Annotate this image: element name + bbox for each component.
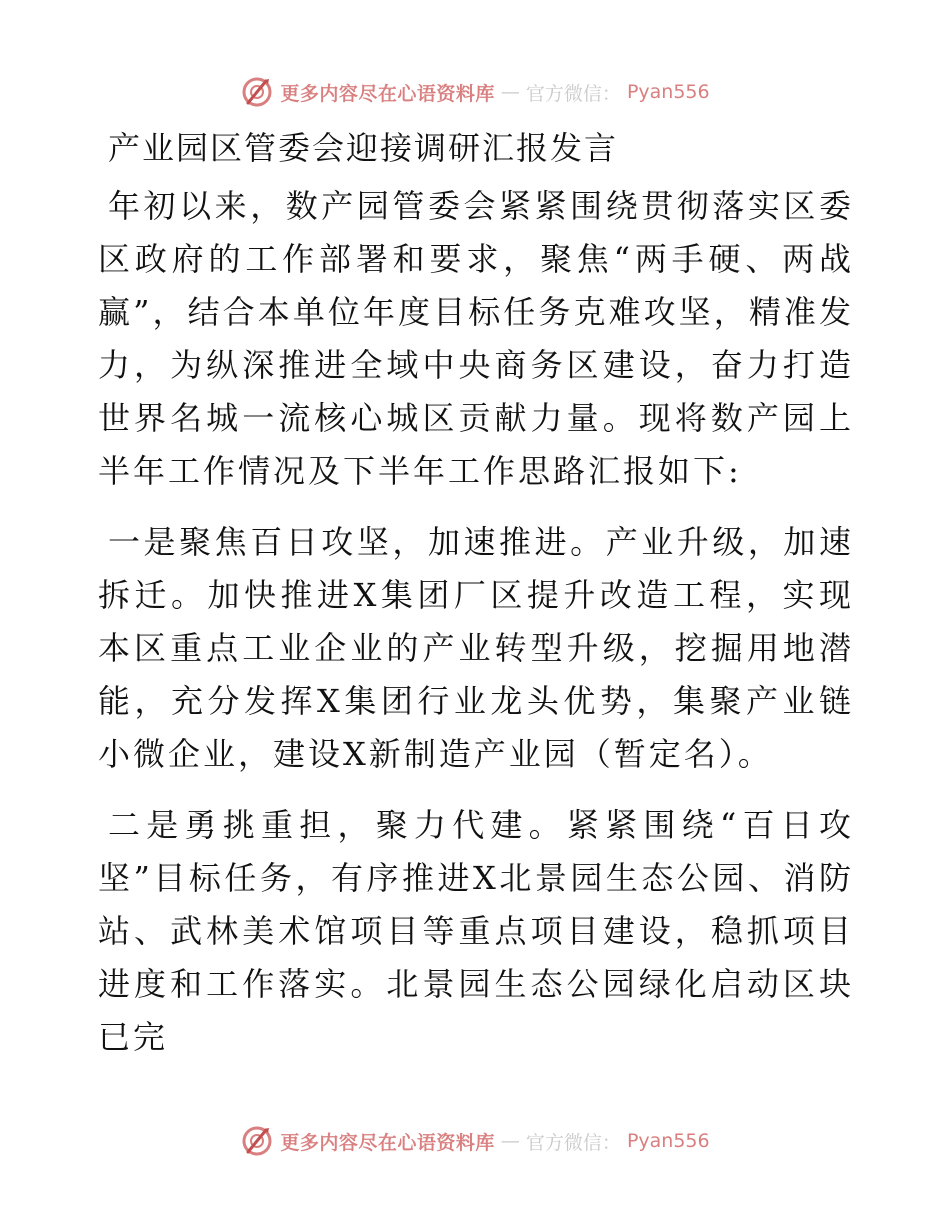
watermark-contact-value: Pyan556 [626, 81, 710, 103]
watermark-logo-icon [240, 75, 274, 109]
watermark-logo-icon [240, 1124, 274, 1158]
watermark-contact-label: 官方微信： [525, 1131, 621, 1154]
watermark-separator: — [500, 1130, 520, 1152]
document-body [98, 122, 854, 1082]
document-title: 产业园区管委会迎接调研汇报发言 [108, 129, 619, 167]
footer-watermark [0, 1121, 950, 1161]
watermark-text: 更多内容尽在心语资料库 [280, 82, 495, 105]
paragraph-intro: 年初以来，数产园管委会紧紧围绕贯彻落实区委区政府的工作部署和要求，聚焦“两手硬、两战赢”，结合本单位年度目标任务克难攻坚，精准发力，为纵深推进全域中央商务区建设，奋力打造世界名城一流核心城区贡献力量。现将数产园上半年工作情况及下半年工作思路汇报如下: [98, 187, 854, 490]
watermark-contact-value: Pyan556 [626, 1130, 710, 1152]
header-watermark [0, 72, 950, 112]
paragraph-point-one: 一是聚焦百日攻坚，加速推进。产业升级，加速拆迁。加快推进X集团厂区提升改造工程，实现本区重点工业企业的产业转型升级，挖掘用地潜能，充分发挥X集团行业龙头优势，集聚产业链小微企业，建设X新制造产业园（暂定名）。 [98, 523, 854, 773]
watermark-separator: — [500, 81, 520, 103]
paragraph-point-two: 二是勇挑重担，聚力代建。紧紧围绕“百日攻坚”目标任务，有序推进X北景园生态公园、消防站、武林美术馆项目等重点项目建设，稳抓项目进度和工作落实。北景园生态公园绿化启动区块已完 [98, 806, 854, 1056]
watermark-contact-label: 官方微信： [525, 82, 621, 105]
watermark-text: 更多内容尽在心语资料库 [280, 1131, 495, 1154]
